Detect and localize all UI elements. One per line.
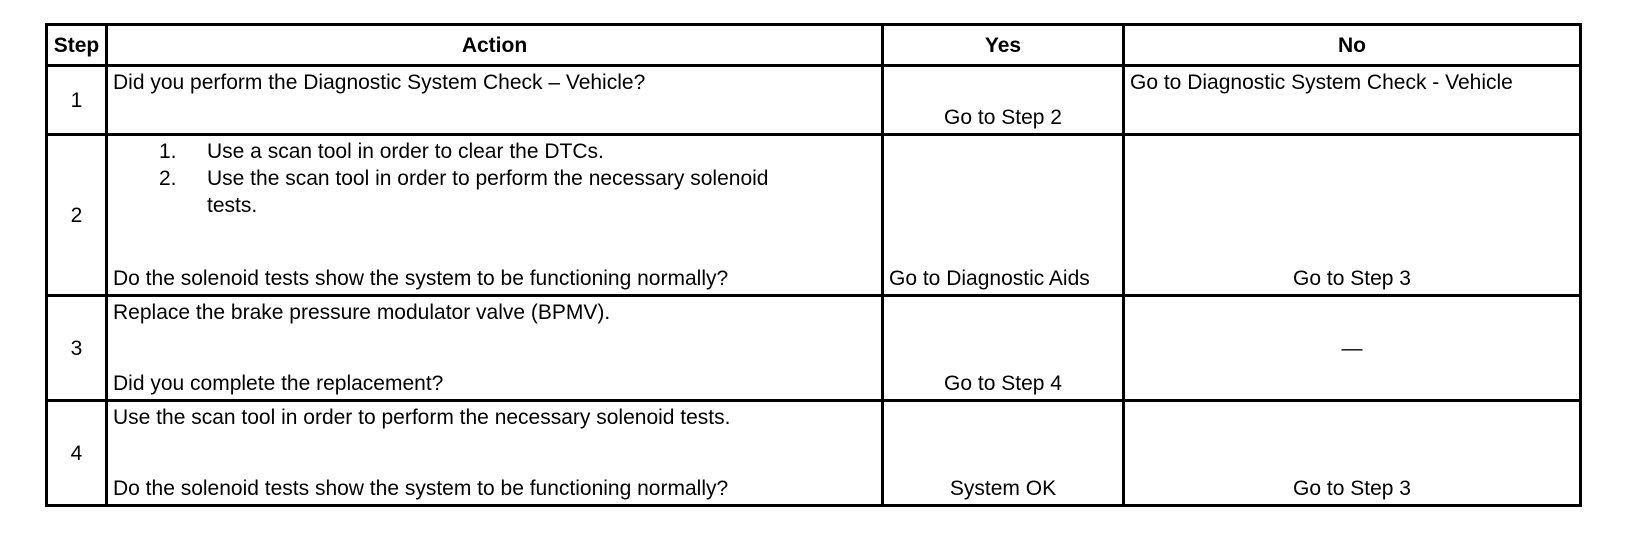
action-instruction: Replace the brake pressure modulator valve (BPMV). [113,301,611,324]
step-number: 1 [47,66,107,135]
action-steps-list [113,138,876,219]
step-number: 3 [47,296,107,401]
yes-result: Go to Step 4 [883,296,1124,401]
action-question: Do the solenoid tests show the system to be functioning normally? [113,267,729,290]
yes-result: Go to Diagnostic Aids [883,135,1124,296]
header-no: No [1124,25,1581,66]
action-question: Did you complete the replacement? [113,372,444,395]
list-item-number: 1. [159,140,177,163]
step-number: 2 [47,135,107,296]
header-step: Step [47,25,107,66]
no-result: Go to Diagnostic System Check - Vehicle [1124,66,1581,135]
action-cell [107,296,883,401]
header-yes: Yes [883,25,1124,66]
action-question: Did you perform the Diagnostic System Check – Vehicle? [113,71,646,94]
table-row [47,135,1581,296]
header-action: Action [107,25,883,66]
action-cell [107,135,883,296]
action-question: Do the solenoid tests show the system to be functioning normally? [113,477,729,500]
list-item [113,165,876,219]
list-item-text: Use the scan tool in order to perform the necessary solenoid tests. [207,167,769,217]
no-result: Go to Step 3 [1124,135,1581,296]
no-result: — [1124,296,1581,401]
list-item-number: 2. [159,167,177,190]
yes-result: System OK [883,401,1124,506]
action-cell [107,401,883,506]
action-instruction: Use the scan tool in order to perform the necessary solenoid tests. [113,406,731,429]
yes-result: Go to Step 2 [883,66,1124,135]
no-result: Go to Step 3 [1124,401,1581,506]
table-row [47,401,1581,506]
table-row [47,296,1581,401]
step-number: 4 [47,401,107,506]
header-row [47,25,1581,66]
list-item [113,138,876,165]
table-row [47,66,1581,135]
action-cell [107,66,883,135]
diagnostic-table [45,23,1582,507]
list-item-text: Use a scan tool in order to clear the DTCs. [207,140,604,163]
